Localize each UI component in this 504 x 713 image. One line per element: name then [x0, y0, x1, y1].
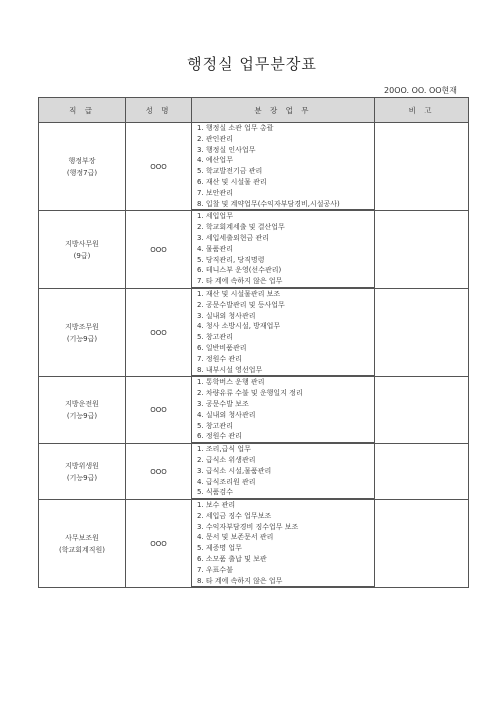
duty-item: 1. 통학버스 운행 관리	[197, 378, 265, 387]
position-grade: (기능9급)	[66, 334, 98, 343]
name-cell: OOO	[126, 288, 192, 376]
duties-cell	[192, 444, 375, 500]
duty-item: 7. 정원수 관리	[197, 354, 242, 363]
position-cell	[39, 444, 126, 500]
table-row	[39, 377, 469, 444]
position-cell	[39, 500, 126, 588]
duty-item: 4. 물품관리	[197, 244, 233, 253]
table-row	[39, 500, 469, 588]
position-cell	[39, 211, 126, 289]
duty-item: 3. 수익자부담경비 징수업무 보조	[197, 522, 299, 531]
remarks-cell	[375, 377, 469, 444]
duty-item: 4. 문서 및 보존문서 관리	[197, 533, 274, 542]
table-row	[39, 444, 469, 500]
duty-item: 1. 세입업무	[197, 212, 233, 221]
duty-item: 5. 당직관리, 당직명령	[197, 255, 265, 264]
duty-item: 2. 차량유류 수불 및 운행일지 정리	[197, 389, 303, 398]
position-grade: (학교회계직원)	[58, 545, 106, 554]
duty-item: 7. 타 계에 속하지 않은 업무	[192, 276, 374, 288]
duty-item: 3. 공문수발 보조	[197, 399, 249, 408]
duty-item: 5. 창고관리	[197, 333, 233, 342]
position-title: 사무보조원	[65, 533, 99, 542]
remarks-cell	[375, 288, 469, 376]
duties-cell	[192, 377, 375, 444]
duty-item: 5. 제증명 업무	[197, 544, 242, 553]
duty-item: 3. 실내외 청사관리	[197, 311, 256, 320]
duty-item: 3. 세입세출외현금 관리	[197, 233, 269, 242]
position-cell	[39, 123, 126, 211]
as-of-date: 20OO. OO. OO현재	[384, 86, 457, 95]
header-name: 성 명	[126, 98, 192, 123]
table-row	[39, 211, 469, 289]
position-title: 행정부장	[68, 156, 96, 165]
duty-item: 2. 관인관리	[197, 134, 233, 143]
duty-item: 7. 보안관리	[197, 188, 233, 197]
duty-item: 6. 일반비품관리	[197, 343, 247, 352]
duty-item: 8. 내부시설 영선업무	[192, 365, 374, 377]
duty-item: 2. 학교회계세출 및 결산업무	[197, 223, 285, 232]
duty-item: 8. 타 계에 속하지 않은 업무	[192, 576, 374, 588]
position-cell	[39, 377, 126, 444]
position-grade: (9급)	[73, 251, 91, 260]
name-cell: OOO	[126, 211, 192, 289]
document-title: 행정실 업무분장표	[187, 55, 317, 73]
name-cell: OOO	[126, 377, 192, 444]
duties-cell	[192, 288, 375, 376]
duty-item: 4. 실내외 청사관리	[197, 410, 256, 419]
header-duties: 분 장 업 무	[192, 98, 375, 123]
header-position: 직 급	[39, 98, 126, 123]
duty-item: 1. 행정실 소관 업무 총괄	[197, 124, 274, 132]
table-row	[39, 288, 469, 376]
duty-item: 6. 정원수 관리	[192, 431, 374, 443]
position-title: 지방사무원	[65, 239, 99, 248]
table-header-row	[39, 98, 469, 123]
duty-item: 1. 조리,급식 업무	[197, 445, 251, 454]
remarks-cell	[375, 211, 469, 289]
duties-cell	[192, 123, 375, 211]
remarks-cell	[375, 123, 469, 211]
duty-item: 5. 학교발전기금 관리	[197, 167, 263, 176]
duty-item: 3. 행정실 인사업무	[197, 145, 256, 154]
duty-item: 6. 테니스부 운영(선수관리)	[197, 266, 282, 275]
duty-item: 6. 소모품 출납 및 보관	[197, 555, 267, 564]
duty-item: 2. 급식소 위생관리	[197, 455, 256, 464]
duty-item: 6. 재산 및 시설물 관리	[197, 177, 267, 186]
position-title: 지방위생원	[65, 461, 99, 470]
duty-item: 3. 급식소 시설,물품관리	[197, 466, 272, 475]
duty-item: 5. 식품검수	[192, 487, 374, 499]
duty-item: 4. 청사 소방시설, 방재업무	[197, 322, 281, 331]
duty-item: 5. 창고관리	[197, 421, 233, 430]
duties-cell	[192, 500, 375, 588]
position-title: 지방운전원	[65, 400, 99, 409]
name-cell: OOO	[126, 500, 192, 588]
position-cell	[39, 288, 126, 376]
remarks-cell	[375, 500, 469, 588]
name-cell: OOO	[126, 123, 192, 211]
duty-item: 8. 입찰 및 계약업무(수익자부담경비,시설공사)	[192, 199, 374, 211]
duty-item: 2. 공문수발관리 및 등사업무	[197, 300, 285, 309]
duty-item: 2. 세입금 징수 업무보조	[197, 511, 272, 520]
name-cell: OOO	[126, 444, 192, 500]
table-row	[39, 123, 469, 211]
position-grade: (기능9급)	[66, 473, 98, 482]
header-remarks: 비 고	[375, 98, 469, 123]
position-grade: (기능9급)	[66, 412, 98, 421]
position-title: 지방조무원	[65, 322, 99, 331]
position-grade: (행정7급)	[66, 168, 98, 177]
duties-cell	[192, 211, 375, 289]
duty-item: 4. 예산업무	[197, 156, 233, 165]
duty-item: 7. 우표수불	[197, 565, 233, 574]
remarks-cell	[375, 444, 469, 500]
duty-item: 4. 급식조리원 관리	[197, 477, 256, 486]
duty-table	[38, 97, 469, 588]
duty-item: 1. 보수 관리	[197, 501, 236, 510]
duty-item: 1. 재산 및 시설물관리 보조	[197, 289, 281, 298]
